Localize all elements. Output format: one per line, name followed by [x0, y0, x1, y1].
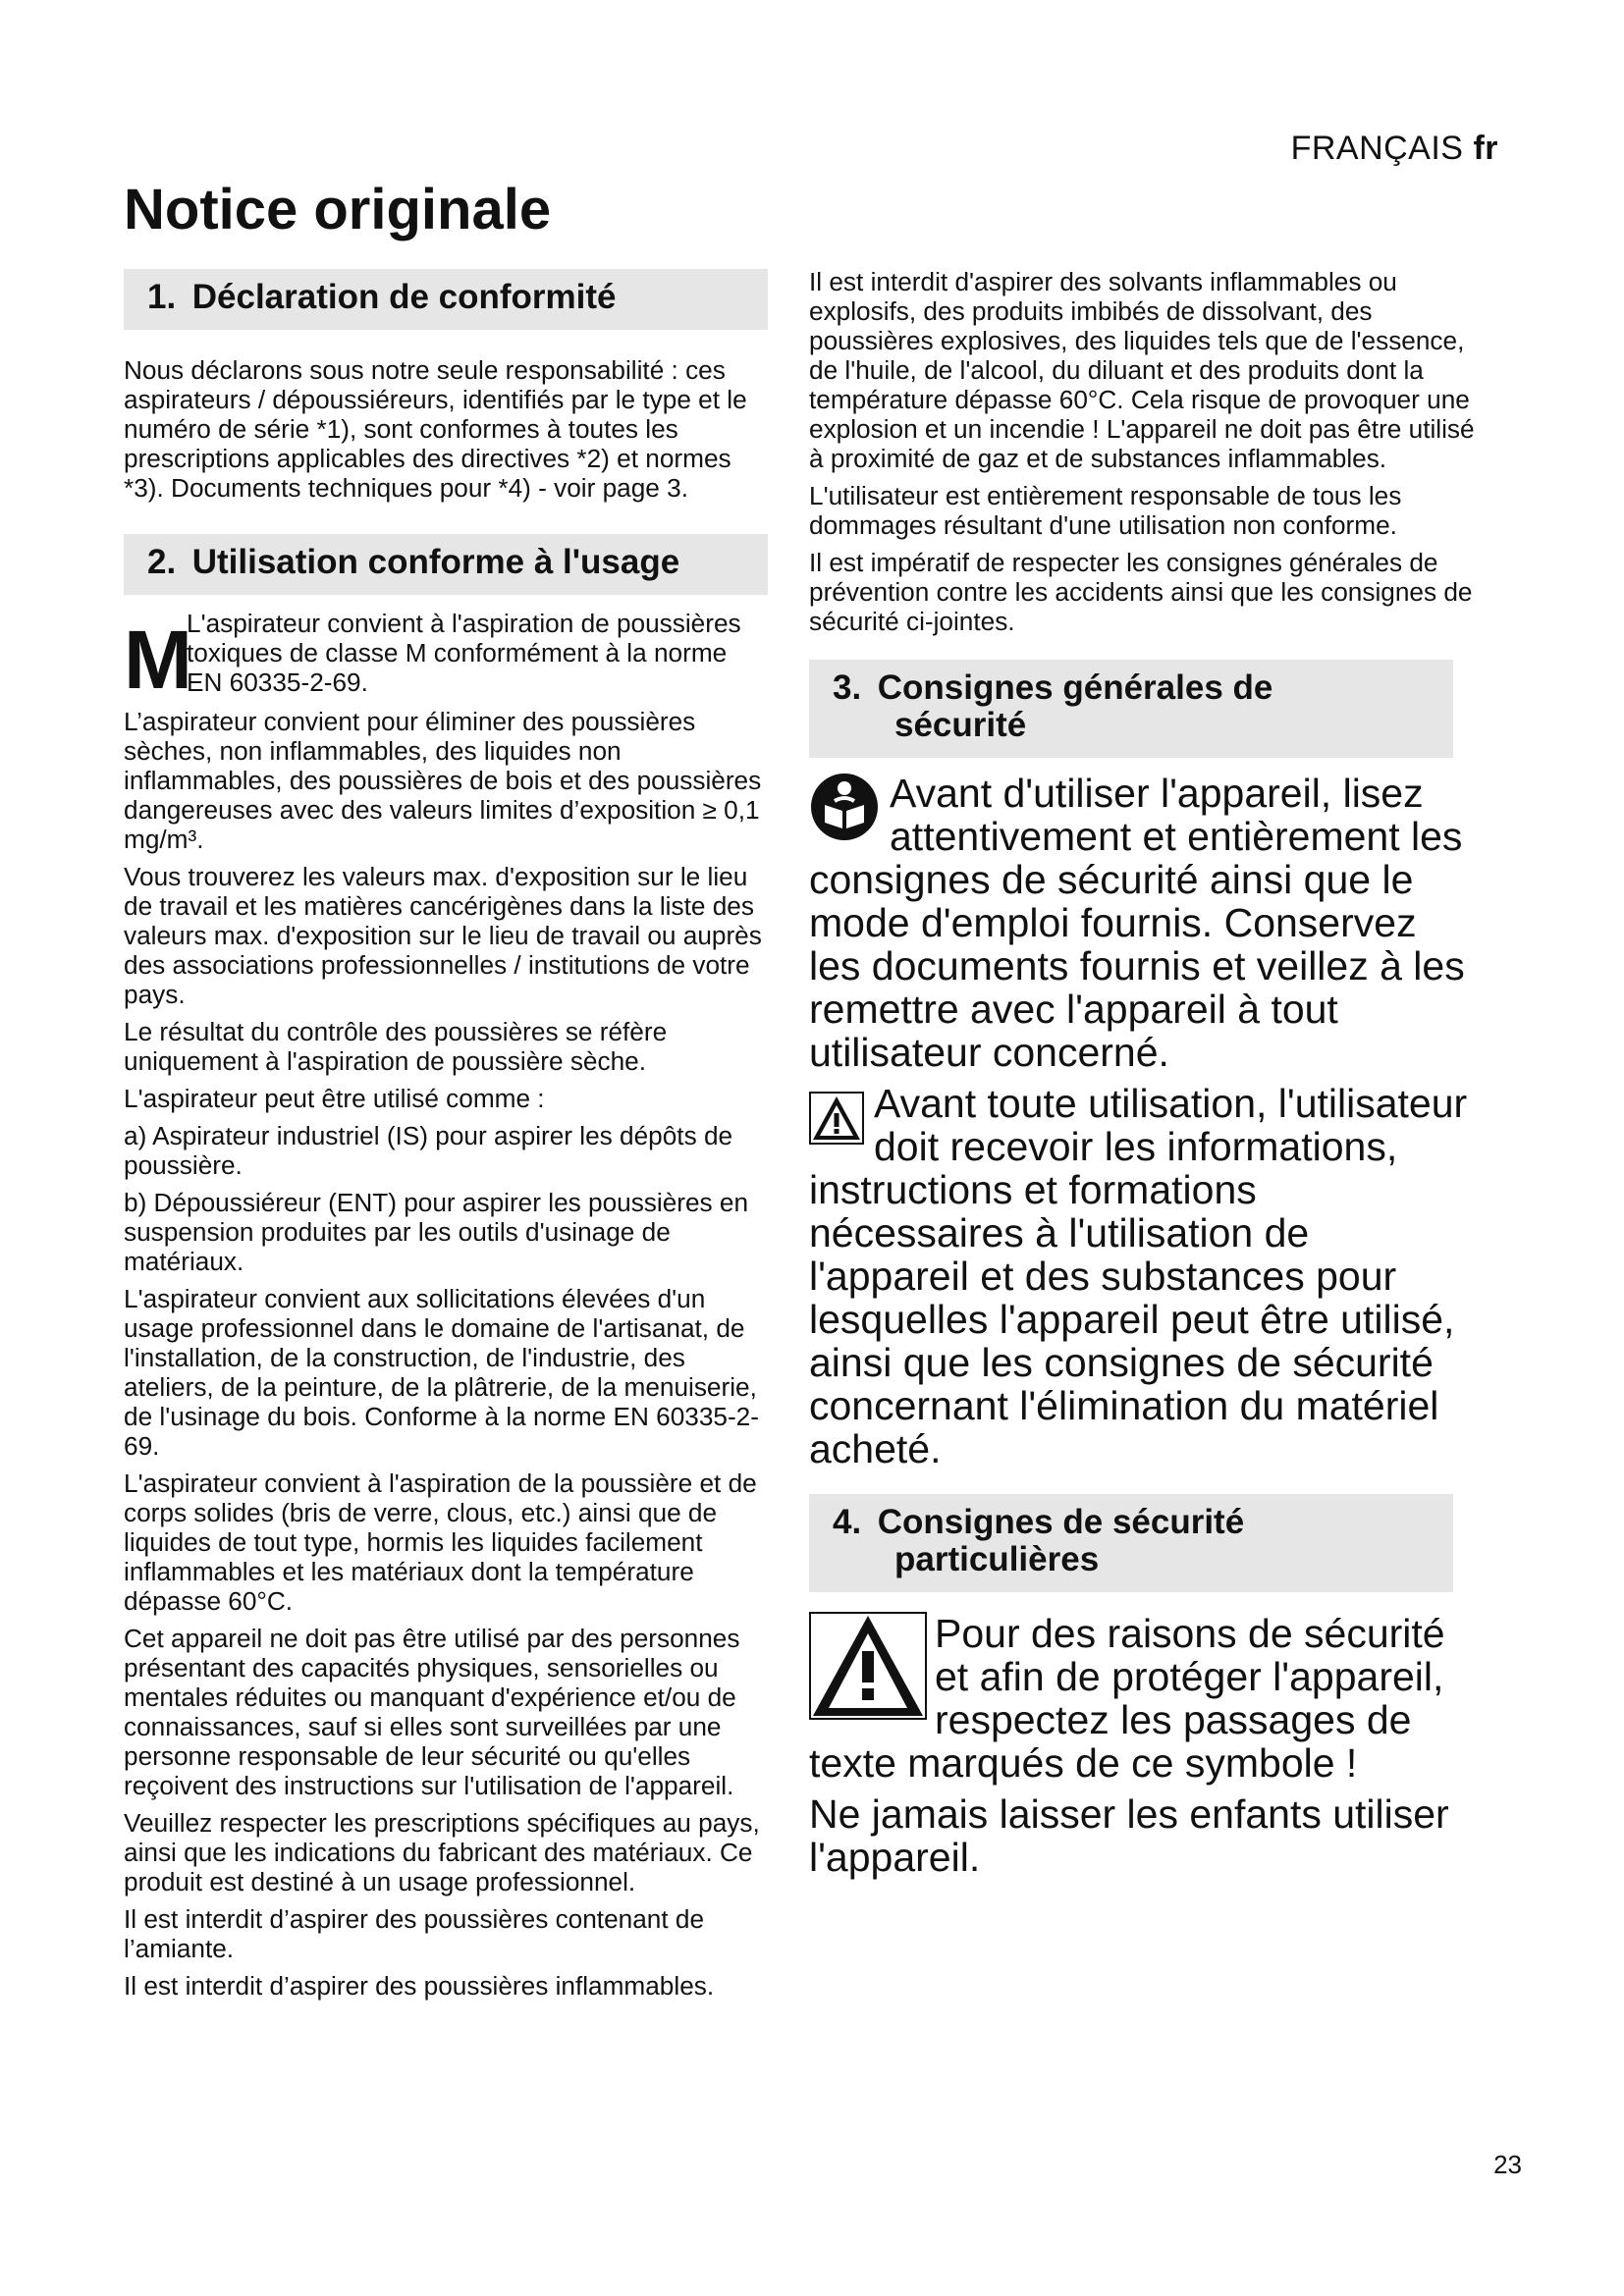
- paragraph: Il est impératif de respecter les consignes générales de prévention contre les accidents ainsi que les consignes de sécurité ci-jointes.: [809, 548, 1473, 636]
- paragraph: L’aspirateur convient pour éliminer des poussières sèches, non inflammables, des liquides non inflammables, des poussières de bois et des poussières dangereuses avec des valeurs limites d’exposition ≥ 0,1 mg/m³.: [124, 707, 762, 854]
- paragraph: L'utilisateur est entièrement responsable de tous les dommages résultant d'une utilisation non conforme.: [809, 481, 1402, 540]
- language-indicator: [1291, 130, 1498, 168]
- paragraph: Veuillez respecter les prescriptions spécifiques au pays, ainsi que les indications du fabricant des matériaux. Ce produit est destiné à un usage professionnel.: [124, 1808, 760, 1896]
- section-2-heading: [124, 534, 768, 595]
- language-code: fr: [1473, 130, 1498, 167]
- section-title: Consignes de sécurité: [877, 1503, 1245, 1541]
- training-text: Avant toute utilisation, l'utilisateur doit recevoir les informations, instructions et formations nécessaires à l'utilisation de l'appareil et des substances pour lesquelles l'appareil peut être utilisé, ainsi que les consignes de sécurité concernant l'élimination du matériel acheté.: [809, 1081, 1468, 1471]
- paragraph: Il est interdit d'aspirer des solvants inflammables ou explosifs, des produits imbibés de dissolvant, des poussières explosives, des liquides tels que de l'essence, de l'huile, de l'alcool, du diluant et des produits dont la température dépasse 60°C. Cela risque de provoquer une explosion et un incendie ! L'appareil ne doit pas être utilisé à proximité de gaz et de substances inflammables.: [809, 267, 1475, 473]
- safety-symbol-notice: [809, 1612, 1477, 1785]
- section-3-heading: [809, 660, 1453, 758]
- section-number: 1.: [147, 278, 177, 316]
- page-number: 23: [1493, 2150, 1522, 2179]
- paragraph: L'aspirateur peut être utilisé comme :: [124, 1084, 545, 1113]
- section-1-heading: [124, 269, 768, 330]
- section-title-continued: particulières: [894, 1540, 1100, 1578]
- read-manual-icon: [809, 772, 880, 847]
- training-notice: [809, 1082, 1477, 1470]
- section-number: 2.: [147, 543, 177, 581]
- section-4-heading: [809, 1494, 1453, 1592]
- declaration-paragraph: Nous déclarons sous notre seule responsabilité : ces aspirateurs / dépoussiéreurs, identifiés par le type et le numéro de série *1), sont conformes à toutes les prescriptions applicables des directives *2) et normes *3). Documents techniques pour *4) - voir page 3.: [124, 355, 747, 503]
- paragraph: b) Dépoussiéreur (ENT) pour aspirer les poussières en suspension produites par les outils d'usinage de matériaux.: [124, 1188, 749, 1276]
- section-title-continued: sécurité: [894, 706, 1027, 744]
- paragraph: a) Aspirateur industriel (IS) pour aspirer les dépôts de poussière.: [124, 1121, 733, 1180]
- read-manual-notice: [809, 772, 1477, 1074]
- section-title: Consignes générales de: [877, 668, 1273, 707]
- left-column: [124, 269, 768, 2008]
- right-column: [809, 267, 1477, 1887]
- section-title: Déclaration de conformité: [191, 278, 617, 316]
- class-m-logo: M: [124, 614, 190, 706]
- children-warning-text: Ne jamais laisser les enfants utiliser l'appareil.: [809, 1791, 1449, 1880]
- page-title: Notice originale: [124, 178, 552, 241]
- paragraph: Il est interdit d’aspirer des poussières contenant de l’amiante.: [124, 1904, 705, 1963]
- paragraph: Le résultat du contrôle des poussières se réfère uniquement à l'aspiration de poussière sèche.: [124, 1017, 668, 1076]
- read-manual-text: Avant d'utiliser l'appareil, lisez attentivement et entièrement les consignes de sécurité ainsi que le mode d'emploi fournis. Conservez les documents fournis et veillez à les remettre avec l'appareil à tout utilisateur concerné.: [809, 771, 1465, 1075]
- safety-symbol-text: Pour des raisons de sécurité et afin de protéger l'appareil, respectez les passages de texte marqués de ce symbole !: [809, 1611, 1445, 1786]
- paragraph: L'aspirateur convient aux sollicitations élevées d'un usage professionnel dans le domaine de l'artisanat, de l'installation, de la construction, de l'industrie, des ateliers, de la peinture, de la plâtrerie, de la menuiserie, de l'usinage du bois. Conforme à la norme EN 60335-2-69.: [124, 1284, 759, 1461]
- class-m-text: L'aspirateur convient à l'aspiration de poussières toxiques de classe M conformément à la norme EN 60335-2-69.: [187, 609, 741, 697]
- language-name: FRANÇAIS: [1290, 130, 1464, 167]
- class-m-block: [124, 609, 768, 706]
- section-number: 3.: [833, 668, 862, 707]
- paragraph: L'aspirateur convient à l'aspiration de la poussière et de corps solides (bris de verre, clous, etc.) ainsi que de liquides de tout type, hormis les liquides facilement inflammables et les matériaux dont la température dépasse 60°C.: [124, 1468, 757, 1616]
- warning-triangle-icon: [809, 1092, 864, 1149]
- paragraph: Vous trouverez les valeurs max. d'exposition sur le lieu de travail et les matières cancérigènes dans la liste des valeurs max. d'exposition sur le lieu de travail ou auprès des associations professionnelles / institutions de votre pays.: [124, 862, 762, 1009]
- section-number: 4.: [833, 1503, 862, 1541]
- paragraph: Il est interdit d’aspirer des poussières inflammables.: [124, 1971, 715, 2001]
- section-title: Utilisation conforme à l'usage: [191, 543, 680, 581]
- paragraph: Cet appareil ne doit pas être utilisé par des personnes présentant des capacités physiques, sensorielles ou mentales réduites ou manquant d'expérience et/ou de connaissances, sauf si elles sont surveillées par une personne responsable de leur sécurité ou qu'elles reçoivent des instructions sur l'utilisation de l'appareil.: [124, 1624, 740, 1800]
- warning-triangle-large-icon: [809, 1612, 927, 1725]
